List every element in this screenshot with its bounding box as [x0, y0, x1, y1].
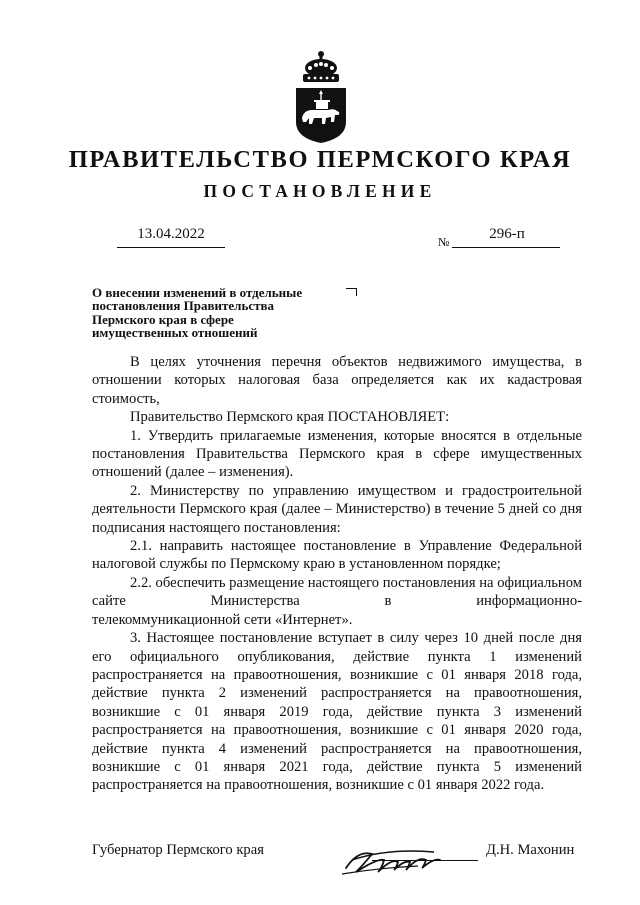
government-title: ПРАВИТЕЛЬСТВО ПЕРМСКОГО КРАЯ	[68, 146, 572, 173]
number-underline	[452, 247, 560, 248]
body-paragraph: 2. Министерству по управлению имуществом и градостроительной деятельности Пермского края (далее – Министерство) в течение 5 дней со дня подписания настоящего постановления:	[92, 482, 582, 536]
body-paragraph: 1. Утвердить прилагаемые изменения, которые вносятся в отдельные постановления Правительства Пермского края в сфере имущественных отношений (далее – изменения).	[92, 427, 582, 481]
subject-line: постановления Правительства	[92, 298, 274, 314]
document-date: 13.04.2022	[137, 226, 205, 242]
document-subject	[92, 286, 362, 340]
body-paragraph: 2.2. обеспечить размещение настоящего постановления на официальном сайте Министерства в информационно-	[92, 574, 582, 610]
body-paragraph: 3. Настоящее постановление вступает в силу через 10 дней после дня его официального опубликования, действие пункта 1 изменений распространяется на правоотношения, возникшие с 01 января 2018 года, действие пункта 2 изменений распространяется на правоотношения, возникшие с 01 января 2019 года, действие пункта 3 изменений распространяется на правоотношения, возникшие с 01 января 2020 года, действие пункта 4 изменений распространяется на правоотношения, возникшие с 01 января 2021 года, действие пункта 5 изменений распространяется на правоотношения, возникшие с 01 января 2022 года.	[92, 630, 582, 794]
body-paragraph-continuation: телекоммуникационной сети «Интернет».	[92, 611, 353, 628]
date-underline	[117, 247, 225, 248]
signature-line	[372, 860, 478, 861]
number-sign: №	[438, 235, 450, 249]
subject-corner-mark	[346, 288, 357, 296]
subject-line: О внесении изменений в отдельные	[92, 285, 303, 300]
subject-line: Пермского края в сфере	[92, 311, 234, 327]
document-number: 296-п	[489, 226, 525, 242]
body-paragraph: Правительство Пермского края ПОСТАНОВЛЯЕТ:	[130, 409, 450, 426]
signatory-position: Губернатор Пермского края	[92, 842, 264, 858]
body-paragraph: В целях уточнения перечня объектов недвижимого имущества, в отношении которых налоговая база определяется как их кадастровая стоимость,	[92, 354, 582, 407]
subject-line: имущественных отношений	[92, 325, 258, 341]
signature-icon	[338, 838, 486, 880]
coat-of-arms-icon	[290, 50, 352, 144]
document-body	[92, 353, 582, 795]
signatory-name: Д.Н. Махонин	[486, 842, 575, 858]
document-type: ПОСТАНОВЛЕНИЕ	[203, 181, 437, 201]
body-paragraph: 2.1. направить настоящее постановление в Управление Федеральной налоговой службы по Пермскому краю в установленном порядке;	[92, 538, 582, 573]
